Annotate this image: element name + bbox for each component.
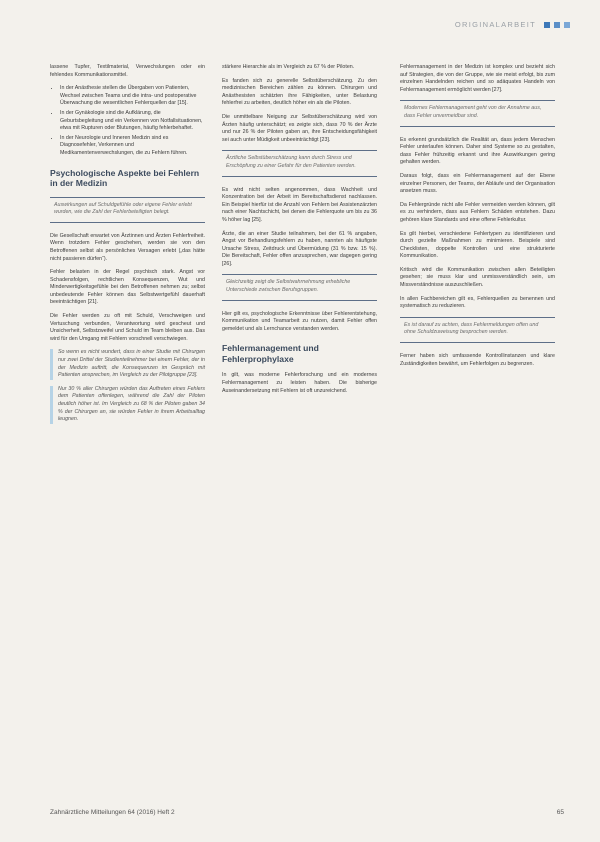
column-2 bbox=[222, 64, 377, 401]
body-text: stärkere Hierarchie als im Vergleich zu 67 % der Piloten. bbox=[222, 64, 355, 70]
body-text: Es gilt hierbei, verschiedene Fehlertypen zu identifizieren und durch gezielte Maßnahmen zu minimieren. Beispiele sind Checklisten, doppelte Kontrollen und eine strukturierte Kommunikation. bbox=[400, 230, 555, 260]
highlighted-text: Nur 30 % aller Chirurgen würden das Auftreten eines Fehlers dem Patienten offenlegen, während die Zahl der Piloten deutlich höher ist. Im Vergleich zu 68 % der Piloten gaben 34 % der Chirurgen an, sie würden Fehler in ihrem Arbeitsalltag leugnen. bbox=[50, 386, 205, 424]
body-text: Die unmittelbare Neigung zur Selbstüberschätzung wird von Ärzten häufig unterschätzt; es zeigte sich, dass 70 % der Ärzte und nur 26 % der Piloten gaben an, ihre Entscheidungsfähigkeit sei auch unter Müdigkeit unbeeinträchtigt [23]. bbox=[222, 113, 377, 143]
journal-citation: Zahnärztliche Mitteilungen 64 (2016) Heft 2 bbox=[50, 809, 175, 816]
body-text: Es wird nicht selten angenommen, dass Wachheit und Konzentration bei der Arbeit im Bereitschaftsdienst nachlassen. Ein Beispiel hierfür ist die Anzahl von Fehlern bei Assistenzärzten nach einer Nachtschicht, bei denen die Fehlerquote um bis zu 36 % höher lag [25]. bbox=[222, 186, 377, 223]
body-text: Fehlermanagement in der Medizin ist komplex und bezieht sich auf Strategien, die von der Gruppe, wie sie meist erfolgt, bis zum einzelnen Handelnden reichen und so adäquates Handeln von Fehlermanagement ermöglicht werden [27]. bbox=[400, 64, 555, 93]
body-text: lassene Tupfer, Textilmaterial, Verwechslungen oder ein fehlendes Kommunikationsmittel. bbox=[50, 64, 205, 78]
body-text: Die Fehler werden zu oft mit Schuld, Verschweigen und Vertuschung verbunden, Verantwortung wird gescheut und Unsicherheit, Selbstzweifel und Schuld im Team bleiben aus. Das wird für den Umgang mit Fehlern vorschnell verschwiegen. bbox=[50, 313, 205, 342]
section-header bbox=[455, 20, 570, 29]
body-text: Da Fehlergründe nicht alle Fehler vermeiden werden können, gilt es zu verhindern, dass aus Fehlern Schäden entstehen. Dazu gehören klare Standards und eine offene Fehlerkultur. bbox=[400, 201, 555, 223]
pull-quote: Auswirkungen auf Schuldgefühle oder eigene Fehler erlebt wurden, wie die Zahl der Fehlerbeteiligten belegt. bbox=[50, 197, 205, 223]
body-text: Die Gesellschaft erwartet von Ärztinnen und Ärzten Fehlerfreiheit. Wenn trotzdem Fehler geschehen, werden sie von den Betroffenen selbst als persönliches Versagen erlebt („das hätte nicht passieren dürfen“). bbox=[50, 232, 205, 262]
page-footer bbox=[50, 809, 564, 816]
pull-quote: Ärztliche Selbstüberschätzung kann durch Stress und Erschöpfung zu einer Gefahr für den Patienten werden. bbox=[222, 150, 377, 176]
body-text: Fehler belasten in der Regel psychisch stark. Angst vor Schadensfolgen, rechtlichen Konsequenzen, Wut und Minderwertigkeitsgefühle bei den Betroffenen nehmen zu; selbst unbedeutende Fehler können das Selbstwertgefühl dauerhaft beeinträchtigen [21]. bbox=[50, 269, 205, 306]
bullet-item: • In der Gynäkologie sind die Aufklärung, die Geburtsbegleitung und ein Verkennen von Notfallsituationen, etwa mit Rupturen oder Blutungen, häufig fehlerbehaftet. bbox=[60, 110, 205, 133]
body-text: In gilt, was moderne Fehlerforschung und ein modernes Fehlermanagement zu leisten haben. Die bisherige Auseinandersetzung mit Fehlern ist oft unzureichend. bbox=[222, 372, 377, 394]
body-text: Daraus folgt, dass ein Fehlermanagement auf der Ebene einzelner Personen, der Teams, der Abläufe und der Organisation ansetzen muss. bbox=[400, 172, 555, 195]
body-text: Es fanden sich zu generelle Selbstüberschätzung. Zu den medizinischen Bereichen zählen zu können. Chirurgen und Anästhesisten schätzten ihre Fähigkeiten, unter Belastung fehlerfrei zu arbeiten, deutlich höher ein als die Piloten. bbox=[222, 77, 377, 107]
accent-square-icon bbox=[544, 22, 550, 28]
section-heading: Fehlermanagement und Fehlerprophylaxe bbox=[222, 343, 319, 364]
page-number: 65 bbox=[556, 809, 564, 816]
body-text: Ärzte, die an einer Studie teilnahmen, bei der 61 % angaben, Angst vor Behandlungsfehlern zu haben, nannten als häufigste Ursache Stress, Zeitdruck und Übermüdung (31 % bzw. 15 %). Die Bereitschaft, Fehler offen anzusprechen, war dagegen gering [26]. bbox=[222, 230, 377, 267]
body-text: Es erkennt grundsätzlich die Realität an, dass jedem Menschen Fehler unterlaufen können. Daher sind Systeme so zu gestalten, dass Fehler frühzeitig erkannt und ihre Auswirkungen gering gehalten werden. bbox=[400, 136, 555, 166]
accent-square-icon bbox=[564, 22, 570, 28]
bullet-list bbox=[50, 85, 205, 157]
body-text: Hier gilt es, psychologische Erkenntnisse über Fehlerentstehung, Kommunikation und Teamarbeit zu nutzen, damit Fehler offen gemeldet und als Lernchance verstanden werden. bbox=[222, 310, 377, 332]
section-label: ORIGINALARBEIT bbox=[454, 20, 536, 29]
body-text: Kritisch wird die Kommunikation zwischen allen Beteiligten gesehen; sie muss klar und unmissverständlich sein, um Missverständnisse auszuschließen. bbox=[400, 266, 555, 289]
bullet-item: • In der Anästhesie stellen die Übergaben von Patienten, Wechsel zwischen Teams und die intra- und postoperative Überwachung die wesentlichen Fehlerquellen dar [15]. bbox=[60, 85, 205, 108]
body-text: In allen Fachbereichen gilt es, Fehlerquellen zu benennen und systematisch zu reduzieren. bbox=[400, 295, 555, 310]
column-1 bbox=[50, 64, 205, 430]
bullet-item: • In der Neurologie und Inneren Medizin sind es Diagnosefehler, Verkennen und Medikamentenverwechslungen, die zu Fehlern führen. bbox=[60, 135, 205, 158]
accent-square-icon bbox=[554, 22, 560, 28]
pull-quote: Gleichzeitig zeigt die Selbstwahrnehmung erhebliche Unterschiede zwischen Berufsgruppen. bbox=[222, 274, 377, 300]
body-text: Ferner haben sich umfassende Kontrollinstanzen und klare Zuständigkeiten bewährt, um Fehlerfolgen zu begrenzen. bbox=[400, 353, 555, 367]
column-3 bbox=[400, 64, 555, 374]
section-heading: Psychologische Aspekte bei Fehlern in der Medizin bbox=[50, 167, 200, 189]
pull-quote: Es ist darauf zu achten, dass Fehlermeldungen offen und ohne Schuldzuweisung besprochen werden. bbox=[400, 317, 555, 343]
pull-quote: Modernes Fehlermanagement geht von der Annahme aus, dass Fehler unvermeidbar sind. bbox=[400, 100, 555, 126]
highlighted-text: So wenn es nicht wundert, dass in einer Studie mit Chirurgen nur zwei Drittel der Studienteilnehmer bei einem Fehler, der in der Medizin auftritt, die Konsequenzen im Gespräch mit Patienten ansprechen, im Vergleich zu der Pilotgruppe [23]. bbox=[50, 349, 205, 379]
